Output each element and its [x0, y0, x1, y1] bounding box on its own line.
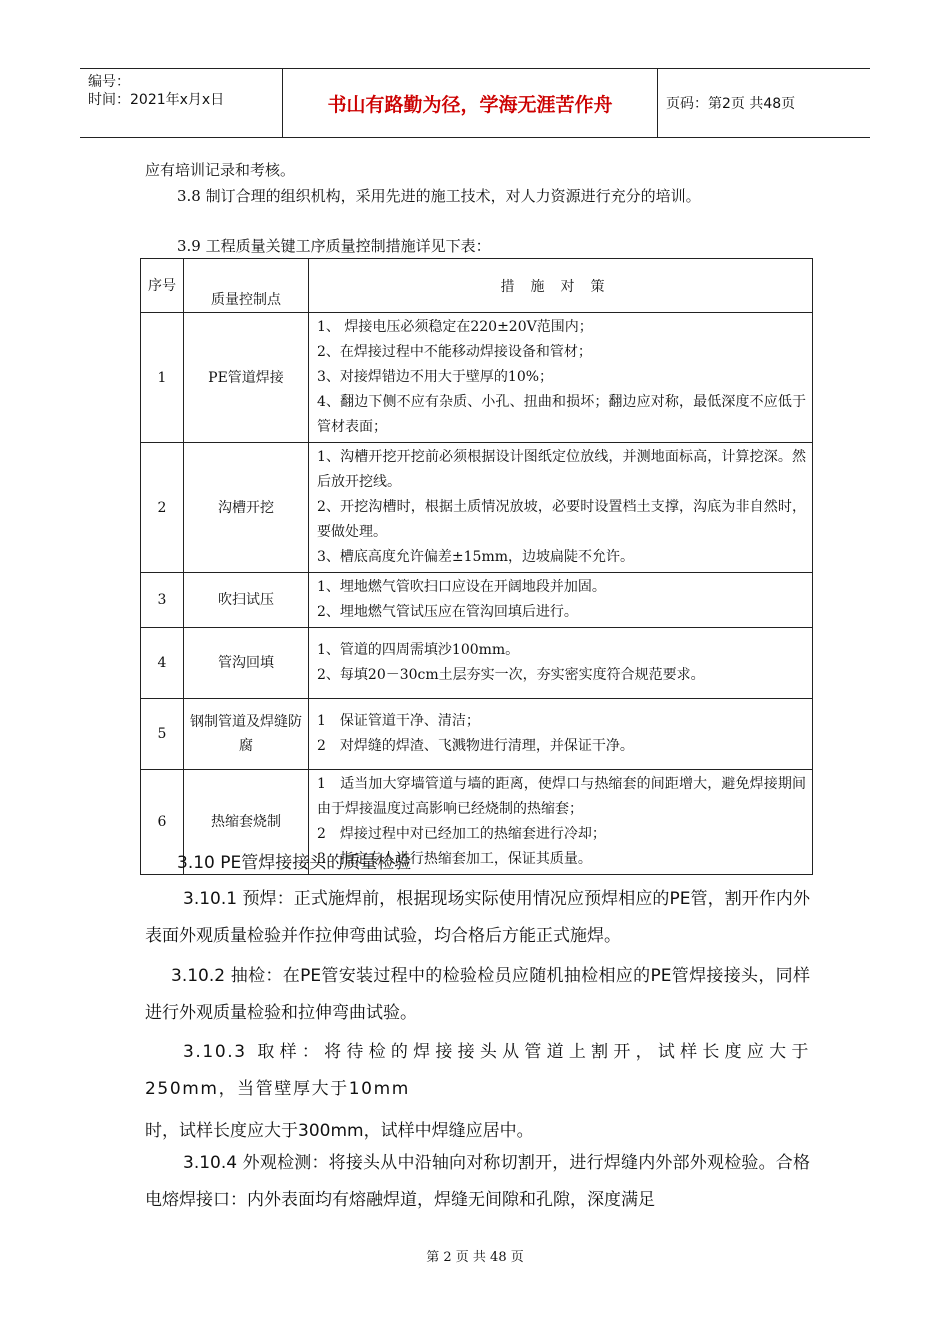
intro-item-3-8: 3.8 制订合理的组织机构，采用先进的施工技术，对人力资源进行充分的培训。	[177, 187, 701, 205]
header-point-label: 质量控制点	[211, 292, 281, 308]
paragraph-3-10-3-continued: 时，试样长度应大于300mm，试样中焊缝应居中。	[145, 1121, 534, 1141]
row-no: 1	[141, 313, 184, 443]
table-row	[141, 699, 813, 770]
page-footer: 第 2 页 共 48 页	[426, 1250, 524, 1265]
table-row	[141, 628, 813, 699]
measure-line: 1 适当加大穿墙管道与墙的距离，使焊口与热缩套的间距增大，避免焊接期间由于焊接温度过高影响已经烧制的热缩套；	[317, 776, 806, 817]
measure-line: 2、埋地燃气管试压应在管沟回填后进行。	[317, 604, 578, 620]
intro-line-1: 应有培训记录和考核。	[145, 161, 296, 179]
measure-line: 2 对焊缝的焊渣、飞溅物进行清理，并保证干净。	[317, 738, 634, 754]
header-page-info: 页码：第2页 共48页	[666, 96, 796, 112]
row-measures	[309, 573, 813, 628]
row-no: 2	[141, 443, 184, 573]
page-header	[80, 68, 870, 138]
measure-line: 1、埋地燃气管吹扫口应设在开阔地段并加固。	[317, 579, 606, 595]
measure-line: 1 保证管道干净、清洁；	[317, 713, 480, 729]
row-point: 管沟回填	[184, 628, 309, 699]
table-row	[141, 443, 813, 573]
row-point: 沟槽开挖	[184, 443, 309, 573]
row-no: 5	[141, 699, 184, 770]
row-point: PE管道焊接	[184, 313, 309, 443]
measure-line: 2、每填20－30cm土层夯实一次，夯实密实度符合规范要求。	[317, 667, 705, 683]
measure-line: 3 指定专人进行热缩套加工，保证其质量。	[317, 851, 592, 867]
row-no: 4	[141, 628, 184, 699]
header-point	[184, 259, 309, 313]
intro-item-3-9: 3.9 工程质量关键工序质量控制措施详见下表：	[177, 237, 491, 255]
row-point: 热缩套烧制	[184, 770, 309, 875]
measure-line: 3、槽底高度允许偏差±15mm，边坡扁陡不允许。	[317, 549, 635, 565]
measure-line: 1、 焊接电压必须稳定在220±20V范围内；	[317, 319, 593, 335]
table-header-row	[141, 259, 813, 313]
row-point: 钢制管道及焊缝防腐	[184, 699, 309, 770]
header-measures: 措施对策	[309, 259, 813, 313]
header-no: 序号	[141, 259, 184, 313]
measure-line: 4、翻边下侧不应有杂质、小孔、扭曲和损坏；翻边应对称，最低深度不应低于管材表面；	[317, 394, 806, 435]
row-no: 6	[141, 770, 184, 875]
paragraph-3-10-4: 3.10.4 外观检测：将接头从中沿轴向对称切割开，进行焊缝内外部外观检验。合格电熔焊接口：内外表面均有熔融焊道，焊缝无间隙和孔隙，深度满足	[145, 1153, 810, 1210]
paragraph-3-10-2: 3.10.2 抽检：在PE管安装过程中的检验检员应随机抽检相应的PE管焊接接头，同样进行外观质量检验和拉伸弯曲试验。	[145, 966, 810, 1023]
row-measures	[309, 443, 813, 573]
row-no: 3	[141, 573, 184, 628]
measure-line: 2、开挖沟槽时，根据土质情况放坡，必要时设置档土支撑，沟底为非自然时，要做处理。	[317, 499, 806, 540]
measure-line: 2 焊接过程中对已经加工的热缩套进行冷却；	[317, 826, 606, 842]
measure-line: 1、沟槽开挖开挖前必须根据设计图纸定位放线，并测地面标高，计算挖深。然后放开挖线。	[317, 449, 806, 490]
quality-control-table	[140, 258, 813, 875]
row-measures	[309, 699, 813, 770]
row-point: 吹扫试压	[184, 573, 309, 628]
row-measures	[309, 628, 813, 699]
section-3-10-title: 3.10 PE管焊接接头的质量检验	[177, 853, 412, 873]
time-label: 时间：2021年x月x日	[88, 92, 225, 108]
measure-line: 2、在焊接过程中不能移动焊接设备和管材；	[317, 344, 592, 360]
measure-line: 1、管道的四周需填沙100mm。	[317, 642, 520, 658]
header-motto: 书山有路勤为径，学海无涯苦作舟	[283, 69, 658, 137]
paragraph-3-10-1: 3.10.1 预焊：正式施焊前，根据现场实际使用情况应预焊相应的PE管，割开作内外表面外观质量检验并作拉伸弯曲试验，均合格后方能正式施焊。	[145, 889, 810, 946]
header-meta	[80, 69, 283, 137]
table-row	[141, 573, 813, 628]
paragraph-3-10-3: 3.10.3 取样：将待检的焊接接头从管道上割开，试样长度应大于250mm，当管壁厚大于10mm	[145, 1042, 810, 1099]
number-label: 编号：	[88, 74, 130, 90]
row-measures	[309, 313, 813, 443]
table-row	[141, 313, 813, 443]
measure-line: 3、对接焊错边不用大于壁厚的10%；	[317, 369, 554, 385]
